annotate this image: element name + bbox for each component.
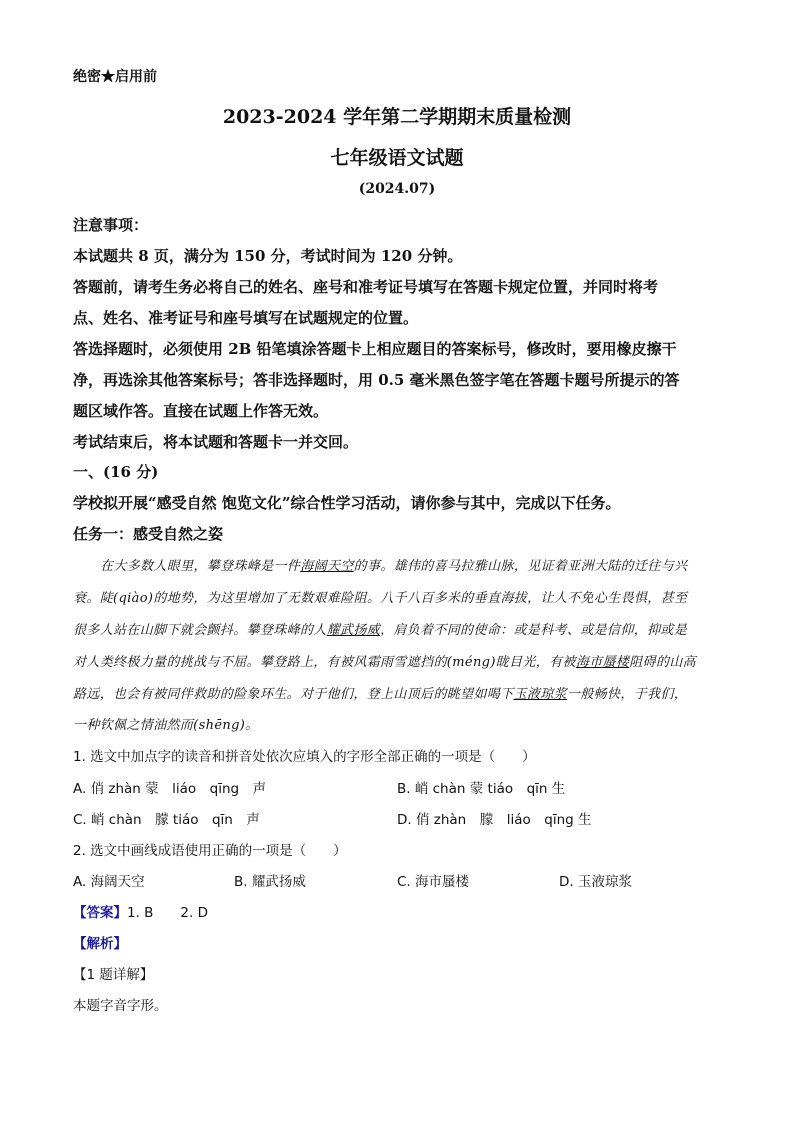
q2-option-b: B. 耀武扬威 (234, 874, 306, 890)
answer-values: 1. B 2. D (127, 905, 208, 921)
q1-option-d: D. 俏 zhàn 朦 liáo qīng 生 (397, 812, 592, 828)
notice-item-3-line-2: 净，再选涂其他答案标号；答非选择题时，用 0.5 毫米黑色签字笔在答题卡题号所提示的答 (73, 371, 680, 389)
activity-intro: 学校拟开展“感受自然 饱览文化”综合性学习活动，请你参与其中，完成以下任务。 (73, 494, 621, 512)
notice-heading: 注意事项： (73, 216, 149, 234)
notice-item-3-line-1: 答选择题时，必须使用 2B 铅笔填涂答题卡上相应题目的答案标号，修改时，要用橡皮擦干 (73, 340, 677, 358)
question-1: 1. 选文中加点字的读音和拼音处依次应填入的字形全部正确的一项是（ ） (73, 749, 536, 765)
q1-option-a: A. 俏 zhàn 蒙 liáo qīng 声 (73, 781, 267, 797)
passage-line-5: 路远，也会有被同伴救助的险象环生。对于他们，登上山顶后的眺望如喝下玉液琼浆一般畅快，于我们， (73, 687, 688, 702)
underlined-idiom-4: 玉液琼浆 (513, 687, 567, 702)
analysis-tag: 【解析】 (73, 936, 127, 952)
exam-subtitle: 七年级语文试题 (330, 147, 464, 169)
notice-item-2-line-2: 点、姓名、准考证号和座号填写在试题规定的位置。 (73, 309, 419, 327)
notice-item-4: 考试结束后，将本试题和答题卡一并交回。 (73, 433, 359, 451)
passage-line-2: 衰。陡(qiào)的地势，为这里增加了无数艰难险阻。八千八百多米的垂直海拔，让人不免心生畏惧，甚至 (73, 591, 688, 606)
q1-detail-text: 本题字音字形。 (73, 998, 168, 1014)
exam-date: (2024.07) (358, 181, 436, 197)
passage-line-3: 很多人站在山脚下就会颤抖。攀登珠峰的人耀武扬威，肩负着不同的使命：或是科考、或是信仰，抑或是 (73, 623, 688, 638)
q2-option-d: D. 玉液琼浆 (559, 874, 632, 890)
underlined-idiom-3: 海市蜃楼 (575, 655, 630, 670)
question-2: 2. 选文中画线成语使用正确的一项是（ ） (73, 843, 347, 859)
q1-option-b: B. 峭 chàn 蒙 tiáo qīn 生 (397, 781, 566, 797)
notice-item-2-line-1: 答题前，请考生务必将自己的姓名、座号和准考证号填写在答题卡规定位置，并同时将考 (73, 278, 659, 296)
passage-line-1: 在大多数人眼里，攀登珠峰是一件海阔天空的事。雄伟的喜马拉雅山脉，见证着亚洲大陆的迁往与兴 (100, 559, 688, 574)
section-one-heading: 一、(16 分) (73, 463, 159, 481)
exam-title: 2023-2024 学年第二学期期末质量检测 (222, 106, 572, 128)
q2-option-c: C. 海市蜃楼 (397, 874, 470, 890)
q2-option-a: A. 海阔天空 (73, 874, 145, 890)
passage-line-4: 对人类终极力量的挑战与不屈。攀登路上，有被风霜雨雪遮挡的(méng)眬目光，有被海市蜃楼阻碍的山高 (73, 655, 697, 670)
task-one-heading: 任务一：感受自然之姿 (73, 525, 224, 543)
notice-item-1: 本试题共 8 页，满分为 150 分，考试时间为 120 分钟。 (73, 247, 463, 265)
notice-item-3-line-3: 题区域作答。直接在试题上作答无效。 (73, 402, 329, 420)
answer-tag: 【答案】 (73, 905, 127, 921)
passage-line-6: 一种钦佩之情油然而(shēng)。 (73, 718, 259, 733)
underlined-idiom-2: 耀武扬威 (326, 623, 381, 638)
q1-option-c: C. 峭 chàn 朦 tiáo qīn 声 (73, 812, 260, 828)
underlined-idiom-1: 海阔天空 (300, 559, 354, 574)
confidential-label: 绝密★启用前 (73, 69, 157, 85)
q1-detail-heading: 【1 题详解】 (73, 967, 154, 983)
answer-line (73, 901, 208, 921)
